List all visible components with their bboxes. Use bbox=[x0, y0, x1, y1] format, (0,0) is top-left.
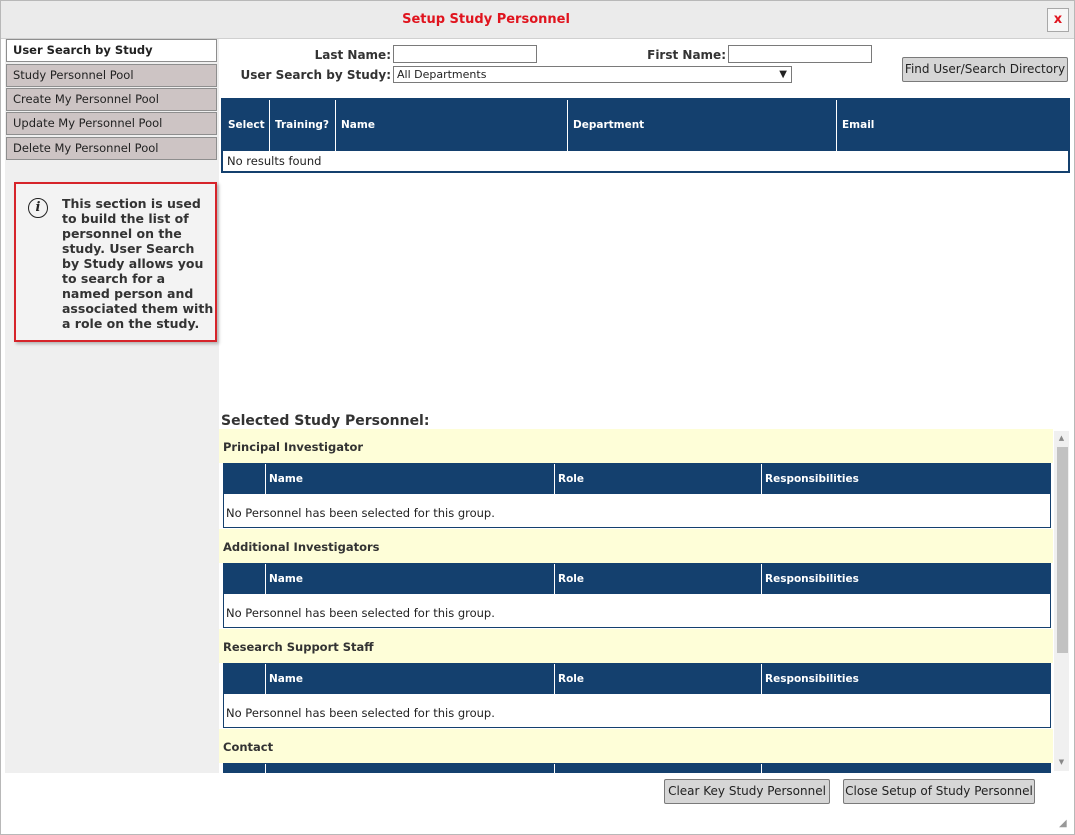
sidebar-item-update-pool[interactable]: Update My Personnel Pool bbox=[6, 112, 217, 135]
col-responsibilities: Responsibilities bbox=[765, 573, 859, 585]
last-name-label: Last Name: bbox=[314, 48, 391, 62]
group-header bbox=[219, 729, 1053, 763]
sidebar-item-delete-pool[interactable]: Delete My Personnel Pool bbox=[6, 137, 217, 160]
find-user-button[interactable]: Find User/Search Directory bbox=[902, 57, 1068, 82]
col-training[interactable]: Training? bbox=[270, 100, 336, 151]
group-title: Contact bbox=[223, 740, 274, 754]
results-table bbox=[221, 98, 1070, 173]
group-table bbox=[223, 563, 1051, 628]
col-name: Name bbox=[266, 664, 555, 694]
title-bar bbox=[1, 1, 1074, 39]
col-blank bbox=[224, 764, 266, 773]
scroll-thumb[interactable] bbox=[1057, 447, 1068, 653]
info-box bbox=[14, 182, 217, 342]
group-header bbox=[219, 529, 1053, 563]
col-name bbox=[266, 764, 555, 773]
sidebar-item-study-personnel-pool[interactable]: Study Personnel Pool bbox=[6, 64, 217, 87]
info-icon: i bbox=[28, 198, 48, 218]
col-blank bbox=[224, 464, 266, 494]
results-header bbox=[223, 100, 1068, 151]
col-responsibilities bbox=[762, 764, 1050, 773]
group-table bbox=[223, 663, 1051, 728]
group-title: Research Support Staff bbox=[223, 640, 374, 654]
col-blank bbox=[224, 664, 266, 694]
col-select[interactable]: Select bbox=[223, 100, 270, 151]
last-name-input[interactable] bbox=[393, 45, 537, 63]
col-role bbox=[555, 764, 762, 773]
col-role: Role bbox=[555, 664, 762, 694]
close-button[interactable]: x bbox=[1047, 8, 1069, 32]
col-email[interactable]: Email bbox=[842, 119, 875, 131]
group-principal-investigator bbox=[219, 429, 1053, 529]
sidebar bbox=[5, 39, 219, 773]
selected-personnel-pane[interactable] bbox=[219, 429, 1053, 773]
group-header bbox=[219, 429, 1053, 463]
study-label: User Search by Study: bbox=[240, 68, 391, 82]
group-header bbox=[219, 629, 1053, 663]
group-table-header bbox=[224, 764, 1050, 773]
group-additional-investigators bbox=[219, 529, 1053, 629]
selected-personnel-title: Selected Study Personnel: bbox=[221, 413, 430, 429]
scroll-up-arrow-icon[interactable]: ▲ bbox=[1058, 434, 1065, 442]
chevron-down-icon: ▼ bbox=[779, 69, 787, 80]
clear-key-personnel-button[interactable]: Clear Key Study Personnel bbox=[664, 779, 830, 804]
group-contact bbox=[219, 729, 1053, 773]
col-responsibilities: Responsibilities bbox=[765, 473, 859, 485]
close-setup-button[interactable]: Close Setup of Study Personnel bbox=[843, 779, 1035, 804]
pane-scrollbar[interactable] bbox=[1054, 431, 1069, 771]
col-responsibilities: Responsibilities bbox=[765, 673, 859, 685]
group-table bbox=[223, 763, 1051, 773]
no-results-text: No results found bbox=[227, 154, 322, 168]
sidebar-item-user-search[interactable]: User Search by Study bbox=[6, 39, 217, 62]
empty-group-text: No Personnel has been selected for this group. bbox=[226, 506, 495, 520]
group-table-header bbox=[224, 664, 1050, 694]
dialog-title: Setup Study Personnel bbox=[402, 12, 570, 27]
first-name-label: First Name: bbox=[647, 48, 726, 62]
sidebar-item-create-pool[interactable]: Create My Personnel Pool bbox=[6, 88, 217, 111]
col-name[interactable]: Name bbox=[336, 100, 568, 151]
info-text: This section is used to build the list of personnel on the study. User Search by Study allows you to search for a named person and associated them with a role on the study. bbox=[62, 196, 214, 331]
col-role: Role bbox=[555, 564, 762, 594]
department-select[interactable] bbox=[393, 66, 792, 83]
col-department[interactable]: Department bbox=[568, 100, 837, 151]
scroll-down-arrow-icon[interactable]: ▼ bbox=[1058, 758, 1065, 766]
first-name-input[interactable] bbox=[728, 45, 872, 63]
empty-group-text: No Personnel has been selected for this group. bbox=[226, 706, 495, 720]
resize-grip-icon[interactable]: ◢ bbox=[1059, 818, 1067, 829]
group-table-header bbox=[224, 564, 1050, 594]
group-table bbox=[223, 463, 1051, 528]
col-name: Name bbox=[266, 464, 555, 494]
department-select-value: All Departments bbox=[397, 68, 487, 81]
col-blank bbox=[224, 564, 266, 594]
group-title: Additional Investigators bbox=[223, 540, 380, 554]
col-name: Name bbox=[266, 564, 555, 594]
group-table-header bbox=[224, 464, 1050, 494]
group-research-support-staff bbox=[219, 629, 1053, 729]
col-role: Role bbox=[555, 464, 762, 494]
empty-group-text: No Personnel has been selected for this group. bbox=[226, 606, 495, 620]
group-title: Principal Investigator bbox=[223, 440, 364, 454]
